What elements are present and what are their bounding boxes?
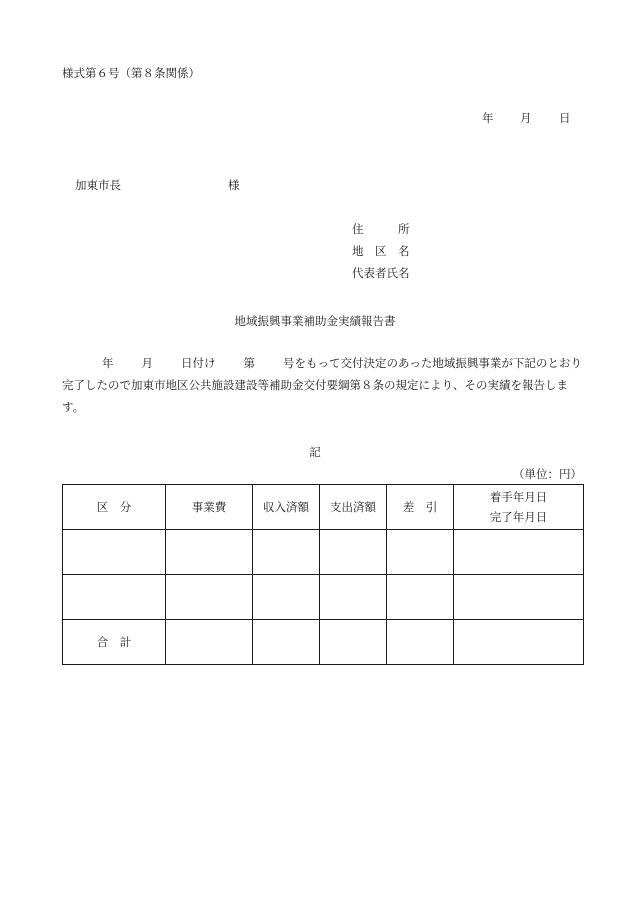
body-text: 号をもって交付決定のあった地域振興事業が下記のとおり完了したので加東市地区公共施設建設等補助金交付要綱第８条の規定により、その実績を報告します。 (62, 356, 582, 414)
body-year: 年 (102, 356, 114, 370)
total-dates (454, 620, 584, 665)
addressee-honorific: 様 (228, 178, 240, 192)
header-category: 区 分 (63, 485, 166, 530)
body-number-prefix: 第 (243, 356, 255, 370)
body-paragraph (62, 352, 584, 418)
table-total-row (63, 620, 584, 665)
cell-category (63, 575, 166, 620)
date-day-label: 日 (559, 111, 571, 125)
header-paid: 支出済額 (320, 485, 387, 530)
body-dated: 日付け (181, 356, 216, 370)
cell-category (63, 530, 166, 575)
applicant-representative-label: 代表者氏名 (352, 266, 410, 280)
table-header-row (63, 485, 584, 530)
cell-dates (454, 575, 584, 620)
ki-label: 記 (309, 445, 321, 459)
cell-project-cost (166, 575, 253, 620)
unit-label: （単位：円） (513, 467, 582, 481)
header-received: 収入済額 (253, 485, 320, 530)
cell-difference (387, 530, 454, 575)
total-label: 合 計 (63, 620, 166, 665)
table-row (63, 530, 584, 575)
body-month: 月 (141, 356, 153, 370)
header-difference: 差 引 (387, 485, 454, 530)
applicant-address-label: 住 所 (352, 222, 410, 236)
date-month-label: 月 (520, 111, 532, 125)
table-row (63, 575, 584, 620)
applicant-district-label: 地 区 名 (352, 244, 410, 258)
cell-dates (454, 530, 584, 575)
cell-received (253, 575, 320, 620)
total-project-cost (166, 620, 253, 665)
cell-difference (387, 575, 454, 620)
header-dates (454, 485, 584, 530)
form-number: 様式第６号（第８条関係） (62, 66, 200, 80)
header-start-date: 着手年月日 (489, 490, 548, 504)
cell-paid (320, 575, 387, 620)
cell-project-cost (166, 530, 253, 575)
cell-paid (320, 530, 387, 575)
header-project-cost: 事業費 (166, 485, 253, 530)
total-paid (320, 620, 387, 665)
date-year-label: 年 (482, 111, 494, 125)
total-difference (387, 620, 454, 665)
addressee-name: 加東市長 (75, 178, 121, 192)
header-completion-date: 完了年月日 (489, 510, 548, 524)
document-title: 地域振興事業補助金実績報告書 (234, 314, 396, 328)
total-received (253, 620, 320, 665)
cell-received (253, 530, 320, 575)
result-table (62, 484, 584, 665)
